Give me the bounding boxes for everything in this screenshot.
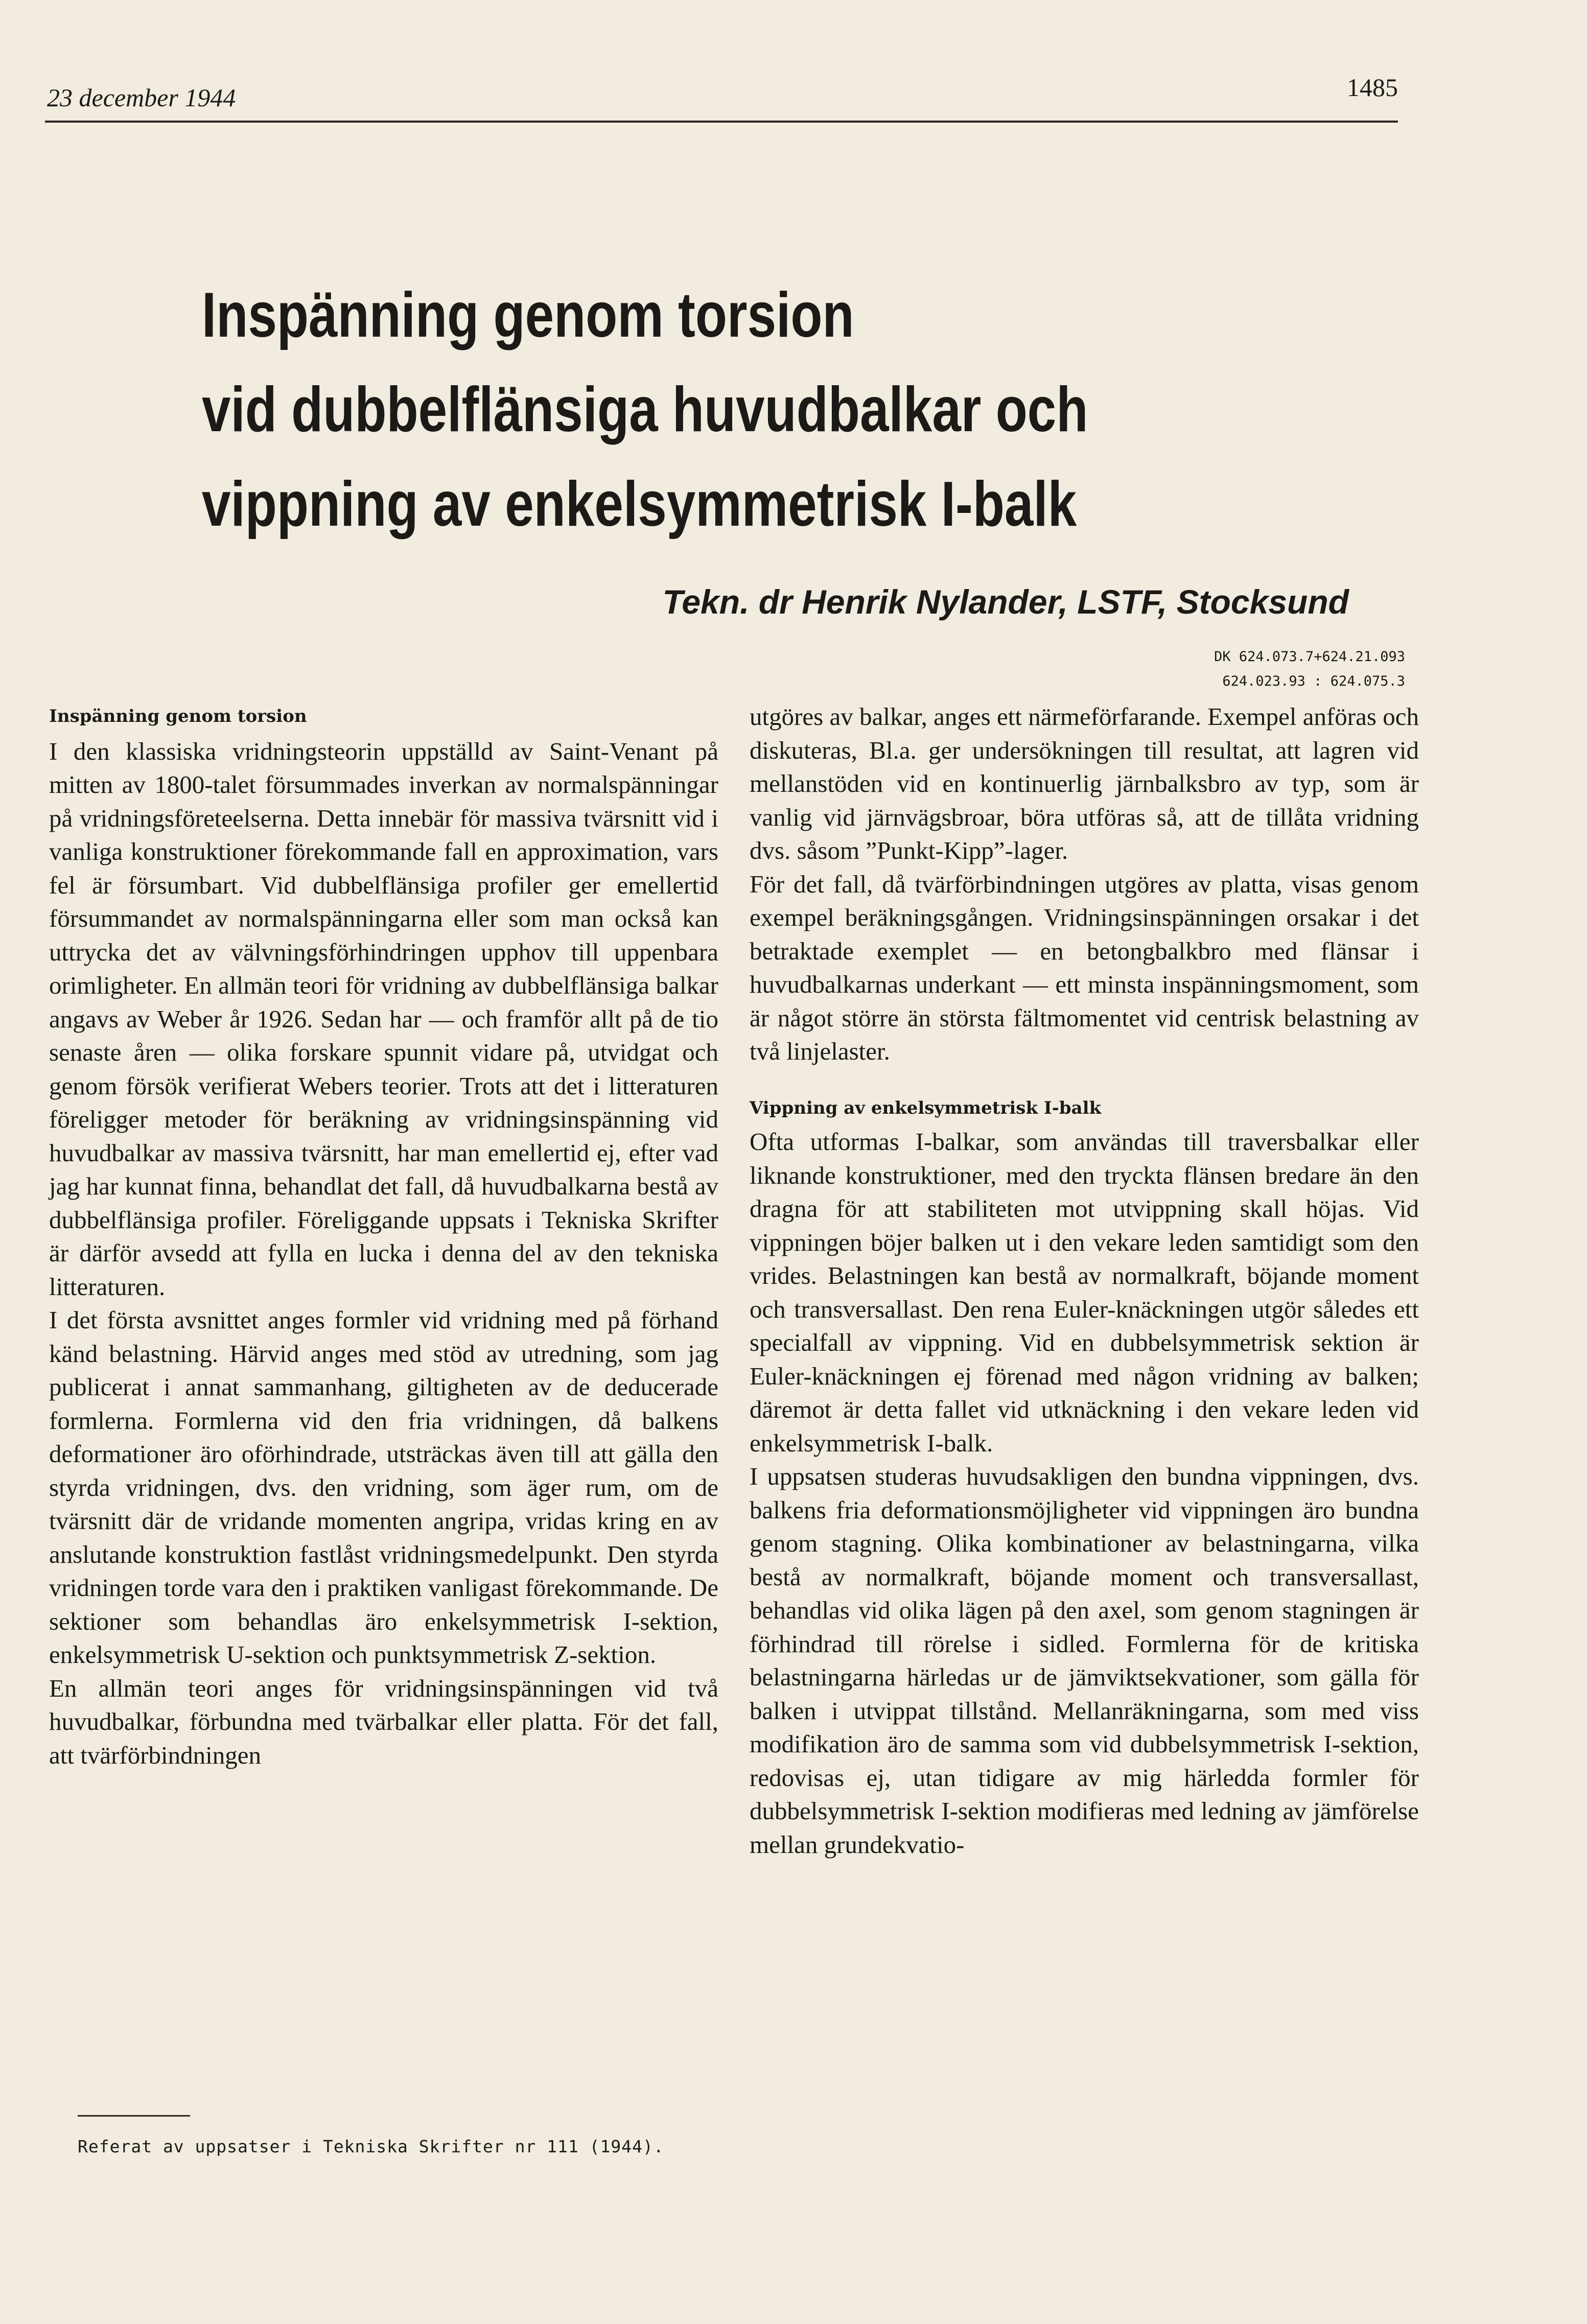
header-rule [45,121,1398,123]
body-paragraph: utgöres av balkar, anges ett närmeförfarande. Exempel anföras och diskuteras, Bl.a. ger undersökningen till resultat, att lagren vid mellanstöden vid en kontinuerlig järnbalksbro av typ, som är vanlig vid järnvägsbroar, böra utföras så, att de tillåta vridning dvs. såsom ”Punkt-Kipp”-lager. [750,702,1419,864]
title-line: vid dubbelflänsiga huvudbalkar och [202,374,1088,445]
body-paragraph: I den klassiska vridningsteorin uppställd av Saint-Venant på mitten av 1800-talet försummades inverkan av normalspänningar på vridningsföreteelserna. Detta innebär för massiva tvärsnitt vid i vanliga konstruktioner förekommande fall en approximation, vars fel är försumbart. Vid dubbelflänsiga profiler ger emellertid försummandet av normalspänningarna eller som man också kan uttrycka det av välvningsförhindringen upphov till uppenbara orimligheter. En allmän teori för vridning av dubbelflänsiga balkar angavs av Weber år 1926. Sedan har — och framför allt på de tio senaste åren — olika forskare spunnit vidare på, utvidgat och genom försök verifierat Webers teorier. Trots att det i litteraturen föreligger metoder för beräkning av vridningsinspänning vid huvudbalkar av massiva tvärsnitt, har man emellertid ej, efter vad jag har kunnat finna, behandlat det fall, då huvudbalkarna bestå av dubbelflänsiga profiler. Föreliggande uppsats i Tekniska Skrifter är därför avsedd att fylla en lucka i denna del av den tekniska litteraturen. [49,737,718,1301]
title-line: Inspänning genom torsion [202,280,854,350]
body-paragraph: För det fall, då tvärförbindningen utgöres av platta, visas genom exempel beräkningsgången. Vridningsinspänningen orsakar i det betraktade exemplet — en betongbalkbro med flänsar i huvudbalkarnas underkant — ett minsta inspänningsmoment, som är något större än största fältmomentet vid centrisk belastning av två linjelaster. [750,870,1419,1065]
dk-classification [1073,645,1405,694]
left-column [49,700,718,1772]
article-title [202,268,1165,552]
author-byline: Tekn. dr Henrik Nylander, LSTF, Stocksund [662,583,1349,621]
body-paragraph: I uppsatsen studeras huvudsakligen den bundna vippningen, dvs. balkens fria deformationsmöjligheter vid vippningen äro bundna genom stagning. Olika kombinationer av belastningarna, vilka bestå av normalkraft, böjande moment och transversallast, behandlas vid olika lägen på den axel, som genom stagningen är förhindrad till rörelse i sidled. Formlerna för de kritiska belastningarna härledas ur de jämviktsekvationer, som gälla för balken i utvippat tillstånd. Mellanräkningarna, som med viss modifikation äro de samma som vid dubbelsymmetrisk I-sektion, redovisas ej, utan tidigare av mig härledda formler för dubbelsymmetrisk I-sektion modifieras med ledning av jämförelse mellan grundekvatio- [750,1462,1419,1859]
dk-line: 624.023.93 : 624.075.3 [1222,673,1405,689]
body-paragraph: I det första avsnittet anges formler vid vridning med på förhand känd belastning. Härvid anges med stöd av utredning, som jag publicerat i annat sammanhang, giltigheten av de deducerade formlerna. Formlerna vid den fria vridningen, då balkens deformationer äro oförhindrade, utsträckas även till att gälla den styrda vridningen, dvs. den vridning, som äger rum, om de tvärsnitt där de vridande momenten angripa, vridas kring en av anslutande konstruktion fastlåst vridningsmedelpunkt. Den styrda vridningen torde vara den i praktiken vanligast förekommande. De sektioner som behandlas äro enkelsymmetrisk I-sektion, enkelsymmetrisk U-sektion och punktsymmetrisk Z-sektion. [49,1306,718,1669]
section-heading: Inspänning genom torsion [49,706,307,726]
body-paragraph: En allmän teori anges för vridningsinspänningen vid två huvudbalkar, förbundna med tvärbalkar eller platta. För det fall, att tvärförbindningen [49,1674,718,1769]
footnote-rule [78,2115,190,2117]
body-paragraph: Ofta utformas I-balkar, som användas till traversbalkar eller liknande konstruktioner, med den tryckta flänsen bredare än den dragna för att stabiliteten mot utvippning skall höjas. Vid vippningen böjer balken ut i den vekare leden samtidigt som den vrides. Belastningen kan bestå av normalkraft, böjande moment och transversallast. Den rena Euler-knäckningen utgör således ett specialfall av vippning. Vid en dubbelsymmetrisk sektion är Euler-knäckningen ej förenad med någon vridning av balken; däremot är detta fallet vid utknäckning i den vekare leden vid enkelsymmetrisk I-balk. [750,1128,1419,1457]
title-line: vippning av enkelsymmetrisk I-balk [202,469,1077,539]
page-number: 1485 [1347,73,1398,102]
footnote: Referat av uppsatser i Tekniska Skrifter nr 111 (1944). [78,2137,664,2156]
section-heading: Vippning av enkelsymmetrisk I-balk [750,1097,1102,1118]
dk-line: DK 624.073.7+624.21.093 [1214,649,1405,665]
right-column [750,700,1419,1861]
running-header-date: 23 december 1944 [47,83,236,112]
